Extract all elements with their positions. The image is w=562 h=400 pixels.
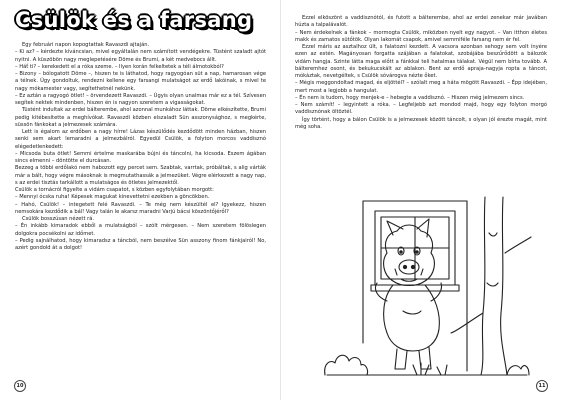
paragraph: – Én nem is tudom, hogy menjek-e – hebegte a vaddisznó. – Hiszen még jelmezem sincs.: [295, 94, 525, 101]
paragraph: Így történt, hogy a bálon Csülök is a jelmezesek között táncolt, s olyan jól érezte magát, mint még soha.: [295, 116, 547, 130]
boar-in-window-illustration: [317, 193, 535, 385]
paragraph: – Hahó, Csülök! – integetett felé Ravaszdi. – Te még nem készültél el? Igyekezz, hiszen nemsokára kezdődik a bál! Vagy talán le akarsz maradni Varjú bácsi köszöntőjéről?: [15, 201, 266, 215]
paragraph: – Nem számít! – legyintett a róka. – Legfeljebb azt mondod majd, hogy egy folyton morgó vaddisznónak öltöztél.: [295, 102, 547, 116]
paragraph: Csülök bosszúsan nézett rá.: [22, 216, 94, 222]
page-number-right: 11: [536, 380, 548, 392]
paragraph: – Mégis meggondoltad magad, és eljöttél? – szólalt meg a háta mögött Ravaszdi. – Épp idejében, mert most a legjobb a hangulat.: [295, 80, 547, 94]
paragraph: – Nem érdekelnek a fánkok – mormogta Csülök, miközben nyelt egy nagyot. – Van itthon életes makk és zamatos sütőtök. Olyan lakomát csapok, amivel semmiféle farsang nem ér fel.: [295, 29, 547, 43]
paragraph: – Én inkább kimaradok ebből a mulatságból – szólt mérgesen. – Nem szeretem fölöslegen dolgokra pocsékolni az időmet.: [15, 223, 266, 237]
paragraph: – Pedig sajnálhatod, hogy kimaradsz a táncból, nem beszélve Sün asszony finom fánkjairól! No, azért gondold át a dolgot!: [15, 237, 266, 251]
paragraph: – Micsoda buta ötlet! Semmi értelme maskarába bújni és táncolni, ha kicsoda. Eszem ágában sincs elmenni – döntötte el durcásan.: [15, 150, 266, 164]
paragraph: – Mennyi ócska ruha! Képesek magukat kinevettetni ezekben a göncökben.: [15, 194, 210, 201]
paragraph: Ezzel máris az asztalhoz ült, s falatozni kezdett. A vacsora azonban sehogy sem volt ínyére ezen az estén. Magányosan forgatta szájában a falatokat, szobájába beszűrődött a bálozók vidám hangja. Szinte látta maga előtt a fánkkal teli hatalmas tálakat. Végül nem bírta tovább. A bálteremhez osont, és bekukucskált az ablakon. Bent az erdő apraja-nagyja ropta a táncot, mókáztak, nevetgéltek, s Csülök sóvárogva nézte őket.: [295, 44, 547, 79]
paragraph: – Háť ti? – kerekedett el a róka szeme. – Ilyen korán felkeltetek a téli álmotokból?: [15, 63, 224, 70]
story-title: Csülök és a farsang: [15, 8, 253, 32]
paragraph: Bezzeg a többi erdőlakó nem habozott egy percet sem. Szabtak, varrtak, próbáltak, s alig várták már a bált, hogy végre másoknak is megmutathassák a jelmezüket. Végre elérkezett a nagy nap, s az erdei tisztás tarkállott a mulatságos és ötletes jelmezektől.: [15, 165, 266, 186]
paragraph: Lett is égalom az erdőben a nagy hírre! Lázas készülődés kezdődött minden házban, hiszen senki sem akart lemaradni a jelmezbálról. Egyedül Csülök, a folyton morcos vaddisznó elégedetlenkedett:: [15, 129, 266, 150]
left-page-text: [15, 42, 266, 252]
paragraph: Csülök a tornácról figyelte a vidám csapatot, s közben egyfolytában morgott:: [15, 187, 214, 193]
right-page-text: [295, 15, 547, 131]
paragraph: Egy februári napon kopogtattak Ravaszdi ajtaján.: [22, 42, 150, 48]
paragraph: Ezzel elköszönt a vaddisznótól, és futott a bálterembe, ahol az erdei zenekar már javában húzta a talpalávalót.: [295, 15, 547, 29]
paragraph: Tüstént indultak az erdei bálterembe, ahol azonnal munkához láttak. Döme elkészítette, Brumi pedig kitébesítette a meghívókat. Ravaszdi közben elszaladt Sün asszonysághoz, s megkérte, süssön fánkokat a jelmezesek számára.: [15, 107, 266, 128]
paragraph: – Ez aztán a ragyogó ötlet! – örvendezett Ravaszdi. – Úgyis olyan unalmas már ez a tél. Szívesen segítek nektek mindenben, hiszen én is nagyon szeretem a vigasságokat.: [15, 92, 266, 106]
paragraph: – Ki az? – kérdezte kíváncsian, mivel egyáltalán nem számított vendégekre. Tüstént szaladt ajtót nyitni. A küszöbön nagy meglepetésére Döme és Brumi, a két medvebocs állt.: [15, 49, 266, 63]
page-number-left: 10: [14, 380, 26, 392]
paragraph: – Bizony – bólogatott Döme –, hiszen te is láthatod, hogy ragyogóan süt a nap, hamarosan vége a télnek. Úgy gondoltuk, rendezni kellene egy farsangi mulatságot az erdő lakóinak, s mivel te nagy mókamester vagy, segítethetnél nekünk.: [15, 71, 266, 92]
right-page: [281, 0, 562, 400]
